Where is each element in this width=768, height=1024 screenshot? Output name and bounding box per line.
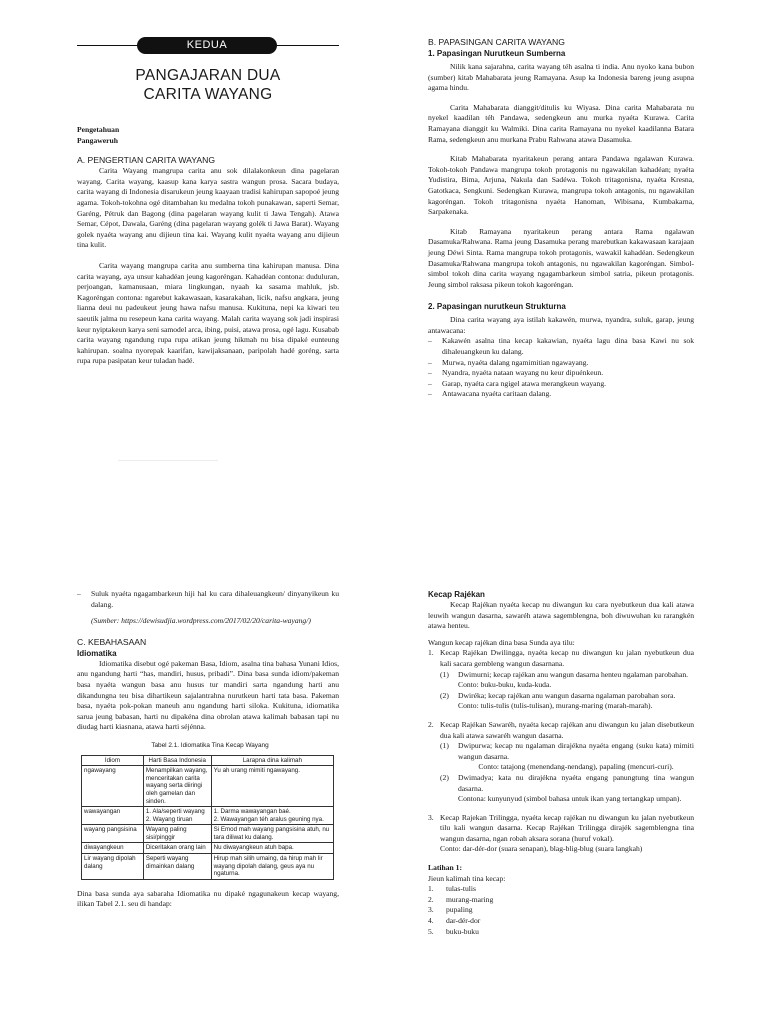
list-item: 3. pupaling (428, 905, 473, 915)
chapter-badge: KEDUA (137, 37, 277, 54)
section-b-paragraph-4: Kitab Ramayana nyaritakeun perang antara Rama ngalawan Dasamuka/Rahwana. Rama jeung Dasamuka perang marebutkan kakawasaan karajaan jeung Déwi Sinta. Rama mangrupa tokoh protagonis, wawakil kahadéan. Sedengkeun Dasamuka/Rahwana mangrupa tokoh antagonis, nu ngawakilan kagoréngan. Simbol-simbol tokoh dina carita wayang ngagambarkeun simbol satria, pikeun protagonis. Jeung simbol raksasa pikeun tokoh kagoréngan. (428, 226, 694, 289)
left-bottom-column (77, 589, 339, 910)
table-cell: Lir wayang dipolah dalang (82, 854, 144, 880)
table-caption: Tabel 2.1. Idiomatika Tina Kecap Wayang (151, 741, 269, 749)
example-text: Contona: kunyunyud (simbol bahasa untuk ikan yang tertangkap umpan). (458, 794, 682, 804)
table-cell: Menampilkan wayang, menceritakan carita wayang serta diiringi oleh gamelan dan sinden. (143, 766, 211, 807)
list-item: (2) Dwimadya; kata nu dirajékna nyaéta engang panungtung tina wangun dasarna. (440, 772, 694, 793)
section-b-paragraph-2: Carita Mahabarata dianggit/ditulis ku Wiyasa. Dina carita Mahabarata nu nyekel kaadilan téh Pandawa, sedengkeun anu murka nyaéta Kurawa. Carita Ramayana dianggit ku Walmiki. Dina carita Ramayana nu nyekel kaadilanna Batara Rama, sedengkeun anu murkana Prabu Rahwana atawa Dasamuka. (428, 102, 694, 144)
chapter-title-line2: CARITA WAYANG (143, 86, 273, 103)
list-item: – Kakawén asalna tina kecap kakawian, nyaéta lagu dina basa Kawi nu sok dihaleuangkeun ku dalang. (428, 336, 694, 357)
list-item: (1) Dwipurwa; kecap nu ngalaman dirajékna nyaéta engang (suku kata) mimiti wangun dasarna. (440, 741, 694, 761)
table-cell: Si Emod mah wayang pangsisina atuh, nu tara diliwat ku dalang. (211, 825, 333, 843)
idiomatika-paragraph: Idiomatika disebut ogé pakeman Basa, Idiom, asalna tina bahasa Yunani Idios, anu ngandung harti “has, mandiri, husus, pribadi”. Dina basa sunda idiom/pakeman basa nyaéta wangun basa anu husus tur mandiri sarta ngandung harti anu dikandungna teu bisa dihartikeun sajalantrahna nurutkeun harti tata basa. Pakeman basa, nyaéta pok-pokan maneuh anu ngandung harti siloka. Kukituna, idiomatika sarua jeung babasan, harti nu dipakéna dina obrolan atawa kalimah babasan tapi nu diudag harti kiasnana, atawa harti séjénna. (77, 658, 339, 732)
divider (118, 460, 218, 461)
list-item: 4. dar-dér-dor (428, 916, 481, 926)
list-item: 3. Kecap Rajekan Trilingga, nyaéta kecap rajékan nu diwangun ku jalan nyebutkeun tilu kali wangun dasarna. Kecap Rajékan Trilingga dirajék sagemblengna tina wangun dasarna, ngan robah aksara sorana (huruf vokal). (428, 812, 694, 843)
pengetahuan-label: Pengetahuan (77, 125, 120, 134)
example-text: Conto: dar-dér-dor (suara senapan), blag-blig-blug (suara langkah) (440, 844, 643, 854)
table-header-cell: Larapna dina kalimah (211, 755, 333, 766)
list-item: – Garap, nyaéta cara ngigel atawa merangkeun wayang. (428, 378, 607, 388)
list-item: (2) Dwiréka; kecap rajékan anu wangun dasarna ngalaman parobahan sora. (440, 690, 676, 700)
table-cell: wayang pangsisina (82, 825, 144, 843)
idiomatika-heading: Idiomatika (77, 648, 117, 658)
table-header-cell: Idiom (82, 755, 144, 766)
table-header-row (82, 755, 334, 766)
table-cell: diwayangkeun (82, 843, 144, 854)
list-item: – Murwa, nyaéta dalang ngamimitian ngawayang. (428, 357, 589, 367)
subsection-1-heading: 1. Papasingan Nurutkeun Sumberna (428, 49, 566, 58)
idiom-table-block (81, 741, 339, 880)
table-row (82, 854, 334, 880)
latihan-heading: Latihan 1: (428, 863, 462, 873)
pangaweruh-label: Pangaweruh (77, 135, 118, 145)
example-text: Conto: tatajong (menendang-nendang), papaling (mencuri-curi). (478, 762, 674, 772)
section-b-paragraph-5: Dina carita wayang aya istilah kakawén, murwa, nyandra, suluk, garap, jeung antawacana: (428, 315, 694, 335)
table-cell: Diceritakan orang lain (143, 843, 211, 854)
table-cell: Hirup mah silih umaing, da hirup mah lir wayang dipolah dalang, geus aya nu ngaturna. (211, 854, 333, 880)
latihan-intro: Jieun kalimah tina kecap: (428, 873, 506, 883)
table-header-cell: Harti Basa Indonesia (143, 755, 211, 766)
list-item: 1. tulas-tulis (428, 884, 476, 894)
list-item: 1. Kecap Rajékan Dwilingga, nyaéta kecap nu diwangun ku jalan nyebutkeun dua kali sacara gembleng wangun dasarnana. (428, 648, 694, 668)
left-top-column (77, 125, 339, 367)
table-row (82, 843, 334, 854)
example-text: Conto: buku-buku, kuda-kuda. (458, 680, 552, 690)
table-row (82, 807, 334, 825)
table-cell: Seperti wayang dimainkan dalang (143, 854, 211, 880)
rajekan-paragraph-1: Kecap Rajékan nyaéta kecap nu diwangun ku cara nyebutkeun dua kali atawa leuwih wangun dasarna, sawaréh atawa sagemblengna, boh diwuwuhan ku rarangkén atawa henteu. (428, 600, 694, 631)
list-item: (1) Dwimurni; kecap rajékan anu wangun dasarna henteu ngalaman parobahan. (440, 669, 689, 679)
table-row (82, 766, 334, 807)
list-item: – Nyandra, nyaéta nataan wayang nu keur dipuénkeun. (428, 368, 604, 378)
chapter-title-line1: PANGAJARAN DUA (135, 67, 281, 84)
section-b-paragraph-3: Kitab Mahabarata nyaritakeun perang antara Pandawa ngalawan Kurawa. Tokoh-tokoh Pandawa mangrupa tokoh protagonis nu ngawakilan kahadéan; nyaéta Yudistira, Bima, Arjuna, Nakula dan Sadéwa. Tokoh tritagonisna, nyaéta Kresna, Gatotkaca, Sengkuni. Sedengkan Kurawa, mangrupa tokoh antagonis, nu ngawakilan kagoréngan. Tokoh tritagonisna nyaéta Hanoman, Wibisana, Kumbakarna, Sarpakenaka. (428, 154, 694, 217)
chapter-title (77, 66, 339, 104)
list-item: 2. murang-maring (428, 894, 494, 904)
list-item: 5. buku-buku (428, 926, 479, 936)
list-item: – Suluk nyaéta ngagambarkeun hiji hal ku cara dihaleuangkeun/ dinyanyikeun ku dalang. (77, 589, 339, 609)
subsection-2-heading: 2. Papasingan nurutkeun Strukturna (428, 302, 566, 312)
section-a-heading: A. PENGERTIAN CARITA WAYANG (77, 155, 215, 166)
section-a-paragraph-1: Carita Wayang mangrupa carita anu sok dilalakonkeun dina pagelaran wayang. Carita wayang, kaasup kana karya sastra wangun prosa. Sacara budaya, carita wayang di Indonesia disarukeun jeung kaayaan tradisi kahirupan sapopoé jeung agama. Tokoh-tokohna ogé ditambahan ku medalna tokoh punakawan, saperti Semar, Garéng, Pétruk dan Bagong (dina pagelaran wayang kulit ti Jawa Tengah). Atawa Semar, Cépot, Dawala, Garéng (dina pagelaran wayang golék ti Jawa Barat). Wayang golek nyaéta wayang anu dijieun tina kai. Wayang kulit nyaéta wayang anu dijieun tina kulit. (77, 166, 339, 250)
table-row (82, 825, 334, 843)
table-cell: ngawayang (82, 766, 144, 807)
table-cell: wawayangan (82, 807, 144, 825)
table-cell: Wayang paling sisi/pinggir (143, 825, 211, 843)
table-cell: 1. Darma wawayangan baé. 2. Wawayangan téh aralus geuning nya. (211, 807, 333, 825)
kecap-rajekan-heading: Kecap Rajékan (428, 590, 485, 599)
example-text: Conto: tulis-tulis (tulis-tulisan), murang-maring (marah-marah). (458, 701, 653, 711)
right-bottom-column (428, 589, 694, 937)
section-a-paragraph-2: Carita wayang mangrupa carita anu sumberna tina kahirupan manusa. Dina carita wayang, aya unsur kahadéan jeung kagoréngan. Kahadéan contona: duduluran, perjoangan, kamanusaan, miara lingkungan, nyaah ka sasama mahluk, jsb. Kagoréngan contona: ngarebut kakawasaan, kasarakahan, licik, nafsu angkara, jeung lianna deui nu padeukeut jeung hawa nafsu manusa. Kukituna, nepi ka kiwari teu saeutik jalma nu resepeun kana carita wayang. Malah carita wayang sok jadi inspirasi keur nyiptakeun karya seni samodel arca, ibing, puisi, atawa prosa, ogé lagu. Kusabab carita wayang ngandung rupa rupa atikan jeung hikmah nu bisa dipaké eunteung kahirupan. soalna nyorepak kaarifan, kawijaksanaan, paripolah hadé goréng, sarta rupa rupa pasipatan keur tuladan hadé. (77, 260, 339, 366)
section-b-heading: B. PAPASINGAN CARITA WAYANG (428, 37, 565, 47)
rajekan-paragraph-2: Wangun kecap rajékan dina basa Sunda aya tilu: (428, 637, 575, 647)
source-citation: (Sumber: https://dewisudjia.wordpress.com/2017/02/20/carita-wayang/) (91, 616, 311, 626)
section-b-paragraph-1: Nilik kana sajarahna, carita wayang téh asalna ti india. Anu nyoko kana bubon (sumber) kitab Mahabarata jeung Ramayana. Asup ka Indonesia bareng jeung asupna agama hindu. (428, 62, 694, 93)
right-top-column (428, 37, 694, 400)
table-cell: Nu diwayangkeun atuh bapa. (211, 843, 333, 854)
idiom-table (81, 755, 334, 880)
list-item: 2. Kecap Rajékan Sawaréh, nyaéta kecap rajékan anu diwangun ku jalan disebutkeun dua kali atawa sawaréh wangun dasarna. (428, 719, 694, 740)
closing-paragraph: Dina basa sunda aya sabaraha Idiomatika nu dipaké ngagunakeun kecap wayang, ilikan Tabel 2.1. seu di handap: (77, 888, 339, 909)
section-c-heading: C. KEBAHASAAN (77, 636, 147, 647)
table-cell: Yu ah urang mimiti ngawayang. (211, 766, 333, 807)
list-item: – Antawacana nyaéta caritaan dalang. (428, 389, 552, 399)
table-cell: 1. Ala/seperti wayang 2. Wayang tiruan (143, 807, 211, 825)
